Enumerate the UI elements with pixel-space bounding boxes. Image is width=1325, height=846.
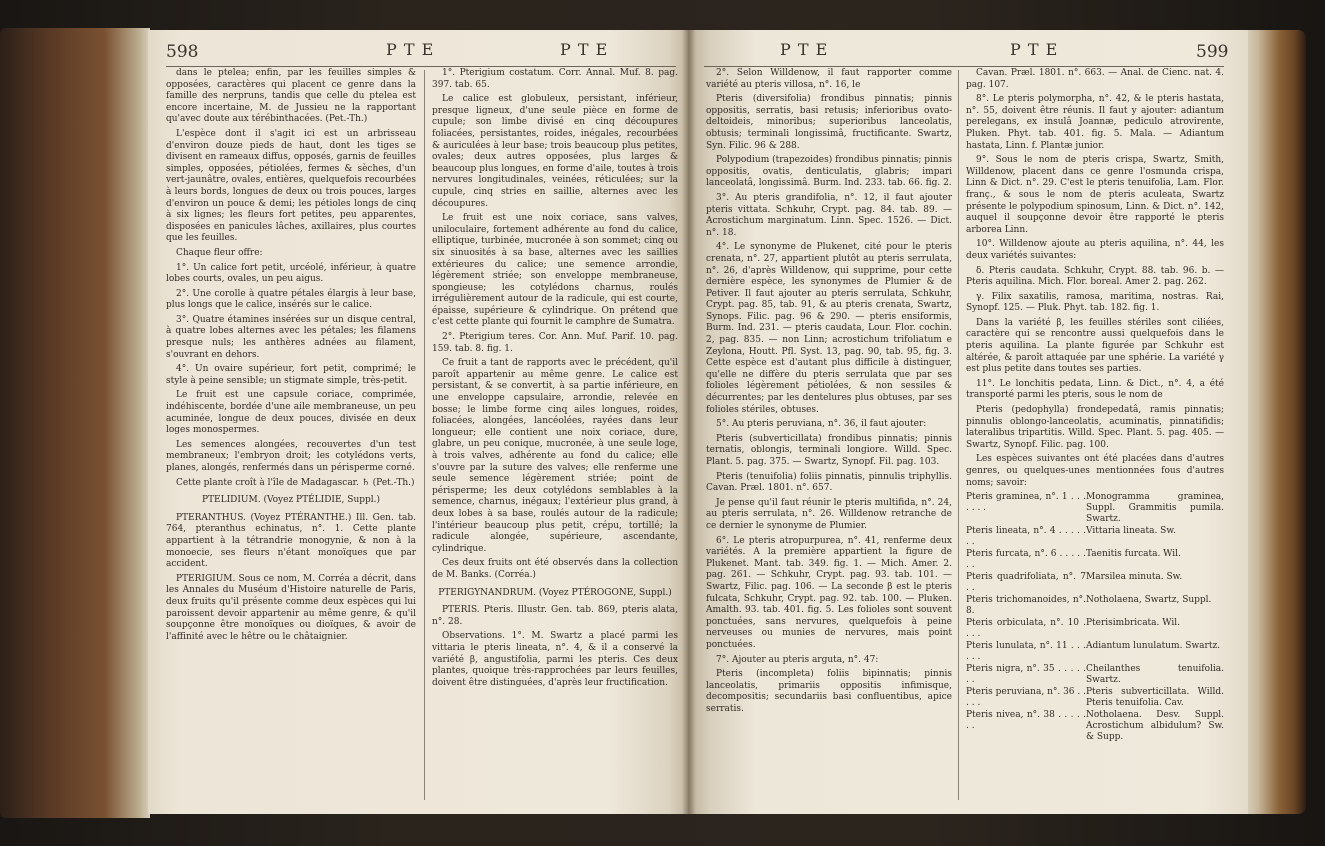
paragraph: Ce fruit a tant de rapports avec le précédent, qu'il paroît appartenir au même genre. Le calice est persistant, & se convertit, à sa partie inférieure, en une enveloppe capsulaire, arrondie, relevée en bosse; le limbe forme cinq ailes longues, roides, foliacées, alongées, lancéolées, rayées dans leur longueur; elle contient une noix coriace, dure, glabre, un peu conique, mucronée, à une seule loge, à trois valves, adhérente au fond du calice; elle s'ouvre par la suture des valves; elle renferme une seule semence légèrement striée; point de périsperme; les deux cotylédons semblables à la semence, charnus, inégaux; l'extérieur plus grand, à deux lobes à sa base, roulés autour de la radicule; l'intérieur beaucoup plus petit, crépu, tortillé; la radicule alongée, supérieure, ascendante, cylindrique.	[432, 358, 678, 554]
table-row	[966, 595, 1224, 617]
table-cell: Pteris graminea, n°. 1 . . . . . . .	[966, 492, 1086, 514]
book-right-edge	[1246, 30, 1306, 814]
table-row	[966, 618, 1224, 640]
paragraph: 6°. Le pteris atropurpurea, n°. 41, renferme deux variétés. A la première appartient la figure de Plukenet. Mant. tab. 349. fig. 1. — Mich. Amer. 2. pag. 261. — Schkuhr, Crypt. pag. 93. tab. 101. — Swartz, Filic. pag. 106. — La seconde β est le pteris fulcata, Schkuhr, Crypt. pag. 92. tab. 100. — Pluken. Amalth. 93. tab. 401. fig. 5. Les folioles sont souvent ponctuées, sans nervures, quelquefois à peine nerveuses ou munies de nervures, mais point ponctuées.	[706, 535, 952, 650]
paragraph: 2°. Pterigium teres. Cor. Ann. Muf. Parif. 10. pag. 159. tab. 8. fig. 1.	[432, 332, 678, 354]
paragraph: Je pense qu'il faut réunir le pteris multifida, n°. 24, au pteris serrulata, n°. 26. Willdenow retranche de ce dernier le synonyme de Plumier.	[706, 497, 952, 531]
paragraph: 4°. Le synonyme de Plukenet, cité pour le pteris crenata, n°. 27, appartient plutôt au pteris serrulata, n°. 26, d'après Willdenow, qui supprime, pour cette dernière espèce, les synonymes de Plumier & de Petiver. Il faut ajouter au pteris serrulata, Schkuhr, Crypt. pag. 85, tab. 91, & au pteris crenata, Swartz, Synops. Filic. pag. 96 & 290. — pteris ensiformis, Burm. Ind. 231. — pteris caudata, Lour. Flor. cochin. 2, pag. 835. — non Linn; acrostichum trifoliatum e Zeylona, Houtt. Pfl. Syst. 13, pag. 90, tab. 95, fig. 3. Cette espèce est d'autant plus difficile à distinguer, qu'elle ne diffère du pteris serrulata que par ses folioles légèrement pétiolées, & non sessiles & décurrentes; par les dentelures plus obtuses, par ses folioles stériles, obtuses.	[706, 242, 952, 415]
right-running-head-2: P T E	[1010, 40, 1059, 59]
left-page-number: 598	[166, 42, 199, 62]
paragraph: Le fruit est une noix coriace, sans valves, uniloculaire, fortement adhérente au fond du calice, elliptique, turbinée, mucronée à son sommet; cinq ou six sinuosités à sa base, alternes avec les saillies extérieures du calice; une semence arrondie, légèrement striée; son enveloppe membraneuse, spongieuse; les cotylédons charnus, roulés irrégulièrement autour de la radicule, qui est courte, épaisse, supérieure & cylindrique. On prétend que c'est cette plante qui fournit le camphre de Sumatra.	[432, 213, 678, 328]
table-row	[966, 549, 1224, 571]
paragraph: Pteris (subverticillata) frondibus pinnatis; pinnis ternatis, oblongis, terminali longiore. Willd. Spec. Plant. 5. pag. 375. — Swartz, Synopf. Fil. pag. 103.	[706, 433, 952, 467]
paragraph: PTERIS. Pteris. Illustr. Gen. tab. 869, pteris alata, n°. 28.	[432, 605, 678, 627]
paragraph: 7°. Ajouter au pteris arguta, n°. 47:	[716, 654, 879, 665]
paragraph: 3°. Au pteris grandifolia, n°. 12, il faut ajouter pteris vittata. Schkuhr, Crypt. pag. 84. tab. 89. — Acrostichum marginatum. Linn. Spec. 1526. — Dict. n°. 18.	[706, 192, 952, 238]
left-running-head-2: P T E	[560, 40, 609, 59]
paragraph: Le fruit est une capsule coriace, comprimée, indéhiscente, bordée d'une aile membraneuse, un peu acuminée, longue de deux pouces, divisée en deux loges monospermes.	[166, 390, 416, 436]
right-running-head-1: P T E	[780, 40, 829, 59]
paragraph: Cette plante croît à l'île de Madagascar. ♄ (Pet.-Th.)	[176, 477, 415, 488]
table-row	[966, 641, 1224, 663]
right-header-rule	[704, 66, 1224, 67]
paragraph: Dans la variété β, les feuilles stériles sont ciliées, caractère qui se rencontre aussi quelquefois dans le pteris aquilina. La plante figurée par Schkuhr est altérée, & paroît attaquée par une sphérie. La variété γ est plus petite dans toutes ses parties.	[966, 317, 1224, 375]
table-cell: Pteris trichomanoides, n°. 8.	[966, 595, 1086, 617]
paragraph: 9°. Sous le nom de pteris crispa, Swartz, Smith, Willdenow, placent dans ce genre l'osmunda crispa, Linn & Dict. n°. 29. C'est le pteris tenuifolia, Lam. Flor. franç., & sous le nom de pteris aculeata, Swartz présente le polypodium spinosum, Linn. & Dict. n°. 142, auquel il soupçonne devoir être rapporté le pteris arborea Linn.	[966, 155, 1224, 235]
paragraph: Les semences alongées, recouvertes d'un test membraneux; l'embryon droit; les cotylédons verts, planes, alongés, renfermés dans un périsperme corné.	[166, 439, 416, 473]
table-cell: Pteris nigra, n°. 35 . . . . . . .	[966, 664, 1086, 686]
right-column-divider	[958, 70, 959, 800]
entry-heading: PTELIDIUM. (Voyez PTÉLIDIE, Suppl.)	[201, 495, 381, 506]
paragraph: PTERIGIUM. Sous ce nom, M. Corréa a décrit, dans les Annales du Muséum d'Histoire naturelle de Paris, deux fruits qu'il présente comme deux espèces qui lui paroissent devoir appartenir au même genre, & qu'il soupçonne être monoïques ou dioïques, & avoir de l'affinité avec le hêtre ou le châtaignier.	[166, 573, 416, 642]
right-column-2	[966, 68, 1224, 808]
paragraph: Cavan. Præl. 1801. n°. 663. — Anal. de Cienc. nat. 4. pag. 107.	[966, 68, 1224, 90]
synonym-table	[966, 492, 1224, 743]
book-gutter	[682, 30, 696, 814]
paragraph: 10°. Willdenow ajoute au pteris aquilina, n°. 44, les deux variétés suivantes:	[966, 239, 1224, 261]
table-cell: Pteris peruviana, n°. 36 . . . . .	[966, 687, 1086, 709]
paragraph: PTERANTHUS. (Voyez PTÉRANTHE.) Ill. Gen. tab. 764, pteranthus echinatus, n°. 1. Cette plante appartient à la tétrandrie monogynie, & non à la monoecie, ses fleurs n'étant monoïques que par accident.	[166, 512, 416, 570]
table-row	[966, 664, 1224, 686]
table-row	[966, 526, 1224, 548]
table-cell: Pteris lineata, n°. 4 . . . . . . .	[966, 526, 1086, 548]
table-row	[966, 492, 1224, 525]
table-cell: Taenitis furcata. Wil.	[1086, 549, 1181, 560]
table-row	[966, 710, 1224, 743]
paragraph: 2°. Selon Willdenow, il faut rapporter comme variété au pteris villosa, n°. 16, le	[706, 68, 952, 90]
paragraph: γ. Filix saxatilis, ramosa, maritima, nostras. Rai, Synopf. 125. — Pluk. Phyt. tab. 182. fig. 1.	[966, 291, 1224, 314]
paragraph: 4°. Un ovaire supérieur, fort petit, comprimé; le style à peine sensible; un stigmate simple, très-petit.	[166, 364, 416, 386]
table-cell: Pteris lunulata, n°. 11 . . . . . .	[966, 641, 1086, 663]
paragraph: Ces deux fruits ont été observés dans la collection de M. Banks. (Corréa.)	[432, 558, 678, 580]
left-running-head: P T E	[386, 40, 435, 59]
table-cell: Adiantum lunulatum. Swartz.	[1086, 641, 1221, 652]
paragraph: Observations. 1°. M. Swartz a placé parmi les vittaria le pteris lineata, n°. 4, & il a conservé la variété β, angustifolia, parmi les pteris. Ces deux plantes, quoique très-rapprochées par leurs feuilles, doivent être distinguées, d'après leur fructification.	[432, 631, 678, 688]
left-column-divider	[424, 70, 425, 800]
table-cell: Monogramma graminea, Suppl. Grammitis pumila. Swartz.	[1086, 492, 1224, 525]
paragraph: 8°. Le pteris polymorpha, n°. 42, & le pteris hastata, n°. 55, doivent être réunis. Il faut y ajouter: adiantum perelegans, ex insulâ Joannæ, pediculo atrovirente, Pluken. Phyt. tab. 401. fig. 5. Mala. — Adiantum hastata, Linn. f. Plantæ junior.	[966, 94, 1224, 151]
table-cell: Cheilanthes tenuifolia. Swartz.	[1086, 664, 1224, 686]
entry-heading: PTERIGYNANDRUM. (Voyez PTÉROGONE, Suppl.)	[438, 587, 672, 598]
paragraph: 2°. Une corolle à quatre pétales élargis à leur base, plus longs que le calice, insérés sur le calice.	[166, 288, 416, 311]
paragraph: Chaque fleur offre:	[176, 247, 263, 258]
table-cell: Marsilea minuta. Sw.	[1086, 572, 1183, 583]
paragraph: 3°. Quatre étamines insérées sur un disque central, à quatre lobes alternes avec les pétales; les filamens presque nuls; les anthères adnées au filament, s'ouvrant en dehors.	[166, 314, 416, 360]
left-column-2	[432, 68, 678, 808]
table-cell: Pteris orbiculata, n°. 10 . . . .	[966, 618, 1086, 640]
paragraph: dans le ptelea; enfin, par les feuilles simples & opposées, caractères qui placent ce genre dans la famille des nerpruns, tandis que celle du ptelea est encore incertaine, M. de Jussieu ne la rapportant qu'avec doute aux térébinthacées. (Pet.-Th.)	[166, 68, 416, 125]
paragraph: Pteris (pedophylla) frondepedatâ, ramis pinnatis; pinnulis oblongo-lanceolatis, acuminatis, pinnatifidis; lateralibus tripartitis. Willd. Spec. Plant. 5. pag. 405. — Swartz, Synopf. Filic. pag. 100.	[966, 405, 1224, 450]
left-column-1	[166, 68, 416, 808]
table-cell: Notholaena. Desv. Suppl. Acrostichum albidulum? Sw. & Supp.	[1086, 710, 1224, 743]
paragraph: Pteris (tenuifolia) foliis pinnatis, pinnulis triphyllis. Cavan. Præl. 1801. n°. 657.	[706, 471, 952, 494]
table-cell: Pteris quadrifoliata, n°. 7 . .	[966, 572, 1086, 594]
table-cell: Pteris furcata, n°. 6 . . . . . . .	[966, 549, 1086, 571]
paragraph: δ. Pteris caudata. Schkuhr, Crypt. 88. tab. 96. b. — Pteris aquilina. Mich. Flor. boreal. Amer 2. pag. 262.	[966, 265, 1224, 288]
table-cell: Vittaria lineata. Sw.	[1086, 526, 1176, 537]
paragraph: 5°. Au pteris peruviana, n°. 36, il faut ajouter:	[716, 419, 927, 430]
table-cell: Notholaena, Swartz, Suppl.	[1086, 595, 1212, 606]
book-left-edge	[0, 28, 150, 818]
paragraph: 1°. Pterigium costatum. Corr. Annal. Muf. 8. pag. 397. tab. 65.	[432, 68, 678, 90]
paragraph: Polypodium (trapezoides) frondibus pinnatis; pinnis oppositis, ovatis, denticulatis, glabris; impari lanceolatâ, longissimâ. Burm. Ind. 233. tab. 66. fig. 2.	[706, 155, 952, 189]
paragraph: Pteris (incompleta) foliis bipinnatis; pinnis lanceolatis, primariis oppositis infimisque, decompositis; secundariis basi confluentibus, apice serratis.	[706, 669, 952, 714]
paragraph: Le calice est globuleux, persistant, inférieur, presque ligneux, d'une seule pièce en forme de cupule; son limbe divisé en cinq découpures foliacées, persistantes, roides, inégales, recourbées & auriculées à leur base; trois beaucoup plus petites, ovales; deux autres opposées, plus larges & beaucoup plus longues, en forme d'aile, toutes à trois nervures longitudinales, veinées, réticulées; sur la cupule, cinq stries en saillie, alternes avec les découpures.	[432, 94, 678, 209]
paragraph: 11°. Le lonchitis pedata, Linn. & Dict., n°. 4, a été transporté parmi les pteris, sous le nom de	[966, 378, 1224, 401]
paragraph: 1°. Un calice fort petit, urcéolé, inférieur, à quatre lobes courts, ovales, un peu aigus.	[166, 262, 416, 285]
table-cell: Pterisimbricata. Wil.	[1086, 618, 1180, 629]
table-cell: Pteris subverticillata. Willd. Pteris tenuifolia. Cav.	[1086, 687, 1224, 709]
right-page-number: 599	[1196, 42, 1229, 62]
table-cell: Pteris nivea, n°. 38 . . . . . . .	[966, 710, 1086, 732]
right-column-1	[706, 68, 952, 808]
table-row	[966, 687, 1224, 709]
paragraph: Les espèces suivantes ont été placées dans d'autres genres, ou quelques-unes mentionnées fous d'autres noms; savoir:	[966, 454, 1224, 488]
paragraph: Pteris (diversifolia) frondibus pinnatis; pinnis oppositis, serratis, basi retusis; inferioribus ovato-deltoideis, minoribus; superioribus lanceolatis, obtusis; terminali longissimâ, fructificante. Swartz, Syn. Filic. 96 & 288.	[706, 94, 952, 151]
left-header-rule	[166, 66, 676, 67]
paragraph: L'espèce dont il s'agit ici est un arbrisseau d'environ douze pieds de haut, dont les tiges se divisent en rameaux diffus, opposés, garnis de feuilles simples, opposées, pétiolées, fermes & sèches, d'un vert-jaunâtre, ovales, entières, quelquefois recourbées à leurs bords, longues de deux ou trois pouces, larges d'environ un pouce & demi; les pétioles longs de cinq à six lignes; les fleurs fort petites, peu apparentes, disposées en panicules lâches, axillaires, plus courtes que les feuilles.	[166, 128, 416, 244]
table-row	[966, 572, 1224, 594]
